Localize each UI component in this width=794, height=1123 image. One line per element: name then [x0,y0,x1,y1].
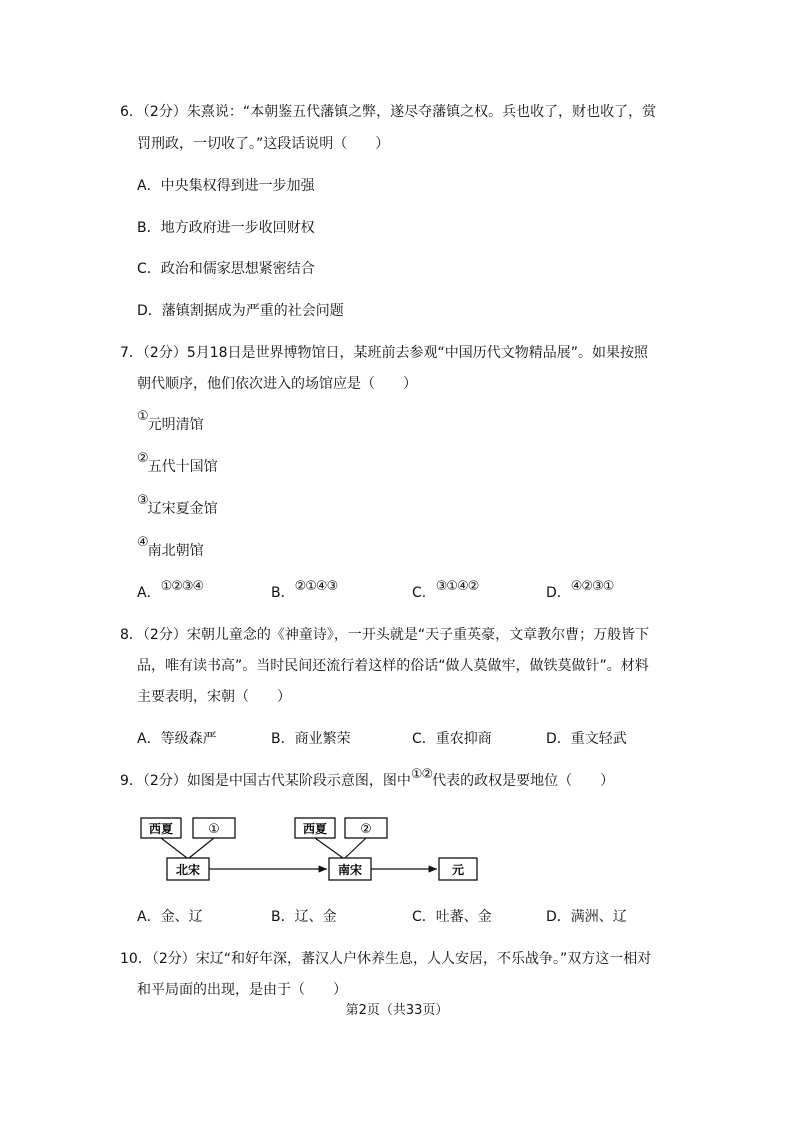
q8-stem-line3: 主要表明，宋朝（ ） [137,689,291,705]
q7-option-b [271,579,338,604]
q9-option-a: A．金、辽 [137,909,203,925]
q8-option-c: C．重农抑商 [412,731,492,747]
q7-option-b-value: ②①④③ [294,579,338,594]
diagram-label-beisong: 北宋 [175,863,201,877]
q7-item-2-text: 五代十国馆 [147,459,218,475]
q6-stem-line2: 罚刑政，一切收了。”这段话说明（ ） [137,136,390,152]
q10-stem-line2: 和平局面的出现，是由于（ ） [137,982,347,998]
q7-item-3-text: 辽宋夏金馆 [147,501,218,517]
q7-option-d [546,579,614,604]
q9-option-c: C．吐蕃、金 [412,909,492,925]
q7-item-1 [137,409,204,436]
q7-item-2 [137,451,218,478]
page-footer: 第2页（共33页） [345,1003,449,1018]
q7-stem-line1: 7．（2分）5月18日是世界博物馆日，某班前去参观“中国历代文物精品展”。如果按照 [120,345,649,361]
q7-stem-line2: 朝代顺序，他们依次进入的场馆应是（ ） [137,376,417,392]
q6-stem-line1: 6．（2分）朱熹说：“本朝鉴五代藩镇之弊，遂尽夺藩镇之权。兵也收了，财也收了，赏 [120,104,657,120]
q7-option-d-value: ④②③① [570,579,614,594]
q7-item-4 [137,535,204,562]
q8-option-d: D．重文轻武 [546,731,627,747]
diagram-label-circle-2: ② [360,822,372,837]
q7-item-1-text: 元明清馆 [147,417,204,433]
q7-item-3 [137,493,218,520]
q7-item-4-mark: ④ [137,535,148,550]
q7-option-c-value: ③①④② [435,579,479,594]
q6-option-a: A．中央集权得到进一步加强 [137,178,315,194]
q8-stem-line2: 品，唯有读书高”。当时民间还流行着这样的俗话“做人莫做牢，做铁莫做针”。材料 [137,658,649,674]
q9-stem [120,767,615,792]
q7-item-4-text: 南北朝馆 [147,543,204,559]
q6-option-c: C．政治和儒家思想紧密结合 [137,261,315,277]
diagram-label-xixia-2: 西夏 [302,822,328,836]
q7-item-2-mark: ② [137,451,148,466]
q7-option-b-label: B． [271,585,295,601]
diagram-connector-1a [161,838,187,858]
q7-option-a-label: A． [137,585,161,601]
q9-diagram [137,812,487,892]
q7-option-a [137,579,204,604]
q7-option-a-value: ①②③④ [160,579,204,594]
q6-option-b: B．地方政府进一步收回财权 [137,220,315,236]
q9-option-d: D．满洲、辽 [546,909,627,925]
diagram-label-nansong: 南宋 [337,863,363,877]
diagram-label-yuan: 元 [451,863,465,877]
q9-option-b: B．辽、金 [271,909,337,925]
q9-stem-marks: ①② [410,767,433,782]
q9-stem-prefix: 9．（2分）如图是中国古代某阶段示意图，图中 [120,773,411,789]
q8-stem-line1: 8．（2分）宋朝儿童念的《神童诗》，一开头就是“天子重英豪，文章教尔曹；万般皆下 [120,627,650,643]
q9-stem-suffix: 代表的政权是要地位（ ） [432,773,615,789]
q7-option-c [412,579,479,604]
q7-option-d-label: D． [546,585,571,601]
q8-option-a: A．等级森严 [137,731,217,747]
q7-item-3-mark: ③ [137,493,148,508]
diagram-label-xixia-1: 西夏 [148,822,174,836]
q7-option-c-label: C． [412,585,436,601]
diagram-connector-2a [315,838,343,858]
diagram-label-circle-1: ① [208,822,220,837]
diagram-connector-2b [345,838,366,858]
diagram-connector-1b [189,838,214,858]
q10-stem-line1: 10．（2分）宋辽“和好年深，蕃汉人户休养生息，人人安居，不乐战争。”双方这一相对 [120,951,652,967]
q8-option-b: B．商业繁荣 [271,731,351,747]
q7-item-1-mark: ① [137,409,148,424]
q6-option-d: D．藩镇割据成为严重的社会问题 [137,303,344,319]
